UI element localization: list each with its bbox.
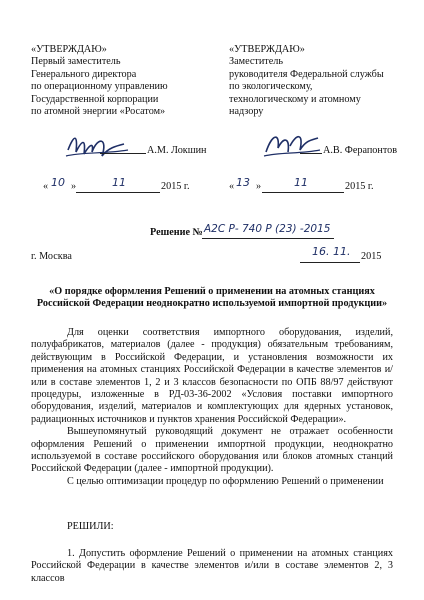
- paragraph: Вышеупомянутый руководящий документ не отражает особенности оформления Решений о применении импортной продукции, неоднократно используемой в составе российского оборудования или блоков атомных станций Российской Федерации (далее - импортной продукции).: [31, 426, 393, 475]
- left-signature: [64, 130, 130, 164]
- left-approval-line: Государственной корпорации: [31, 93, 159, 105]
- document-title-line: Российской Федерации неоднократно используемой импортной продукции»: [36, 298, 388, 310]
- decision-number: А2С Р- 740 Р (23) -2015: [204, 223, 331, 235]
- right-signature-line: [300, 153, 322, 154]
- left-approval-line: Первый заместитель: [31, 56, 121, 68]
- right-approval-line: надзору: [229, 106, 264, 118]
- resolved-heading: РЕШИЛИ:: [67, 521, 114, 532]
- paragraph: Для оценки соответствия импортного оборудования, изделий, полуфабрикатов, материалов (далее - продукция) обязательным требованиям, действующим в Российской Федерации, и установления возможности их применения на атомных станциях Российской Федерации в качестве элементов и/или в составе элементов 1, 2 и 3 классов безопасности по ОПБ 88/97 действуют процедуры, изложенные в РД-03-36-2002 «Условия поставки импортного оборудования, изделий, материалов и комплектующих для ядерных установок, радиационных источников и пунктов хранения Российской Федерации».: [31, 327, 393, 425]
- decision-number-line: [202, 238, 334, 239]
- right-approval-line: Заместитель: [229, 56, 283, 68]
- document-title: [20, 286, 404, 311]
- left-date-year: 2015 г.: [161, 181, 190, 192]
- decision-label: Решение №: [150, 227, 203, 238]
- right-approval-heading: «УТВЕРЖДАЮ»: [229, 44, 305, 55]
- right-approval-line: руководителя Федеральной службы: [229, 68, 384, 80]
- left-date-month: 11: [112, 176, 126, 189]
- left-date-month-line: [76, 192, 160, 193]
- decision-date-day: 16. 11.: [312, 245, 351, 258]
- paragraph: 1. Допустить оформление Решений о применении на атомных станциях Российской Федерации в качестве элементов и/или в составе элементов 2, 3 классов: [31, 548, 393, 584]
- right-date-close-quote: »: [256, 181, 262, 192]
- left-date-close-quote: »: [71, 181, 77, 192]
- right-date-year: 2015 г.: [345, 181, 374, 192]
- left-signature-line: [100, 153, 146, 154]
- left-approval-heading: «УТВЕРЖДАЮ»: [31, 44, 107, 55]
- decision-date-line: [300, 262, 360, 263]
- right-approval-line: по экологическому,: [229, 81, 313, 93]
- left-date-open-quote: «: [43, 181, 49, 192]
- left-approval-line: по операционному управлению: [31, 81, 168, 93]
- right-date-month-line: [262, 192, 344, 193]
- right-approval-block: [229, 44, 384, 118]
- decision-date-year: 2015: [361, 251, 382, 262]
- city: г. Москва: [31, 251, 72, 262]
- left-date-day: 10: [51, 176, 65, 189]
- left-approval-line: Генерального директора: [31, 68, 137, 80]
- right-approval-line: технологическому и атомному: [229, 93, 361, 105]
- right-date-day: 13: [236, 176, 250, 189]
- left-approval-line: по атомной энергии «Росатом»: [31, 106, 166, 118]
- document-title-line: «О порядке оформления Решений о применении на атомных станциях: [49, 286, 375, 297]
- right-signer-name: А.В. Ферапонтов: [323, 145, 398, 156]
- right-date-open-quote: «: [229, 181, 235, 192]
- item-1: [31, 548, 393, 585]
- right-signature: [260, 128, 322, 162]
- right-date-month: 11: [294, 176, 308, 189]
- document-body: [31, 327, 393, 488]
- left-signer-name: А.М. Локшин: [147, 145, 207, 156]
- paragraph: С целью оптимизации процедур по оформлению Решений о применении: [67, 475, 384, 487]
- left-approval-block: [31, 44, 168, 118]
